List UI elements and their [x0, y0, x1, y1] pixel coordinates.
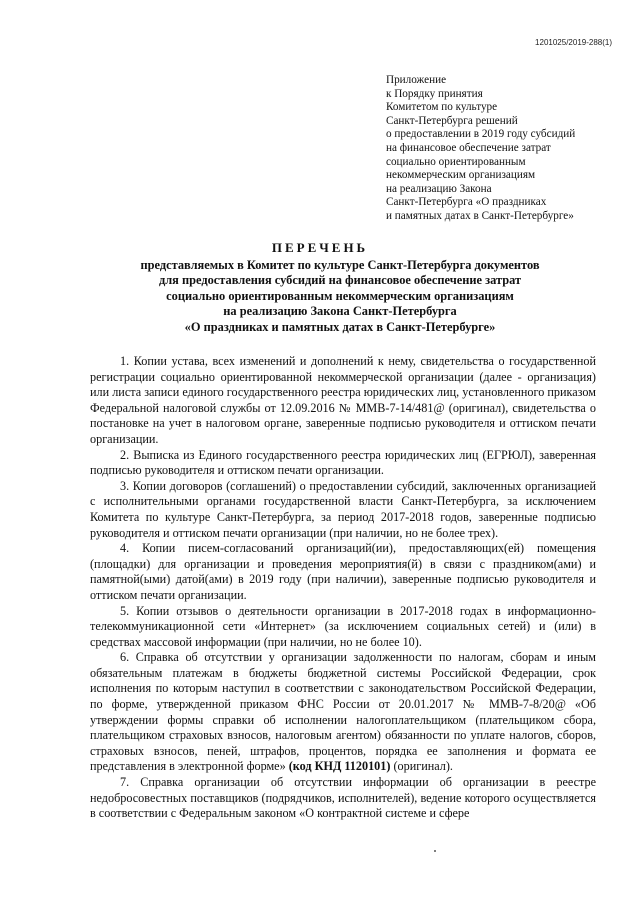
subtitle-line: на реализацию Закона Санкт-Петербурга — [223, 304, 457, 319]
appendix-line: к Порядку принятия — [386, 87, 483, 100]
appendix-line: на финансовое обеспечение затрат — [386, 141, 551, 154]
list-item-2: 2. Выписка из Единого государственного реестра юридических лиц (ЕГРЮЛ), заверенная подписью руководителя и оттиском печати организации. — [90, 447, 596, 478]
appendix-line: Санкт-Петербурга «О праздниках — [386, 196, 547, 209]
list-item-4: 4. Копии писем-согласований организаций(ии), предоставляющих(ей) помещения (площадки) для организации и проведения мероприятия(й) в связи с праздником(ами) и памятной(ыми) датой(ами) в 2019 году (при наличии), заверенные подписью руководителя и оттиском печати организации. — [90, 541, 596, 602]
document-id: 1201025/2019-288(1) — [535, 38, 612, 47]
subtitle-line: представляемых в Комитет по культуре Санкт-Петербурга документов — [140, 258, 540, 272]
document-body — [90, 354, 596, 822]
list-item-3: 3. Копии договоров (соглашений) о предоставлении субсидий, заключенных организацией с исполнительными органами государственной власти Санкт-Петербурга, за исключением Комитета по культуре Санкт-Петербурга, за период 2017-2018 годов, заверенные подписью руководителя и оттиском печати организации (при наличии, но не более трех). — [90, 478, 596, 540]
appendix-line: некоммерческим организациям — [386, 169, 536, 182]
appendix-line: и памятных датах в Санкт-Петербурге» — [386, 209, 574, 222]
appendix-line: на реализацию Закона — [386, 182, 492, 195]
document-subtitle — [80, 258, 600, 335]
list-item-1: 1. Копии устава, всех изменений и дополнений к нему, свидетельства о государственной регистрации социально ориентированной некоммерческой организации (далее - организация) или листа записи единого государственного реестра юридических лиц, установленного приказом Федеральной налоговой службы от 12.09.2016 № ММВ-7-14/481@ (оригинал), свидетельства о постановке на учет в налоговом органе, заверенные подписью руководителя и оттиском печати организации. — [90, 354, 596, 446]
appendix-line: Комитетом по культуре — [386, 101, 498, 114]
subtitle-line: «О праздниках и памятных датах в Санкт-Петербурге» — [184, 319, 496, 334]
form-code: (код КНД 1120101) — [288, 759, 391, 774]
subtitle-line: для предоставления субсидий на финансовое обеспечение затрат — [158, 273, 522, 288]
appendix-line: о предоставлении в 2019 году субсидий — [386, 128, 576, 141]
list-item-5: 5. Копии отзывов о деятельности организации в 2017-2018 годах в информационно-телекоммуникационной сети «Интернет» (за исключением социальных сетей) и (или) в средствах массовой информации (при наличии, но не более 10). — [90, 603, 596, 649]
subtitle-line: социально ориентированным некоммерческим организациям — [166, 288, 514, 303]
appendix-line: Санкт-Петербурга решений — [386, 114, 518, 127]
appendix-header — [386, 74, 626, 224]
list-item-6: 6. Справка об отсутствии у организации задолженности по налогам, сборам и иным обязательным платежам в бюджеты бюджетной системы Российской Федерации, срок исполнения по которым наступил в соответствии с законодательством Российской Федерации, по форме, утвержденной приказом ФНС России от 20.01.2017 № ММВ-7-8/20@ «Об утверждении формы справки об исполнении налогоплательщиком (плательщиком сбора, плательщиком страховых взносов, налоговым агентом) обязанности по уплате налогов, сборов, страховых взносов, пеней, штрафов, процентов, порядка ее заполнения и формата ее представления в электронной форме» (код КНД 1120101) (оригинал). — [90, 650, 596, 774]
scan-speck — [434, 850, 436, 852]
appendix-line: Приложение — [386, 74, 447, 86]
document-title: ПЕРЕЧЕНЬ — [271, 240, 369, 255]
appendix-line: социально ориентированным — [386, 155, 526, 168]
list-item-7: 7. Справка организации об отсутствии информации об организации в реестре недобросовестных поставщиков (подрядчиков, исполнителей), ведение которого осуществляется в соответствии с Федеральным законом «О контрактной системе и сфере — [90, 775, 596, 821]
